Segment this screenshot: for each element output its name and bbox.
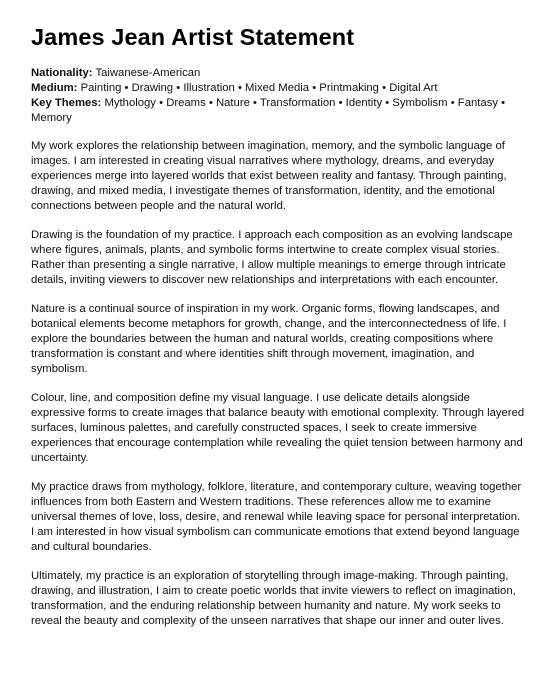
document-page bbox=[31, 22, 526, 629]
statement-paragraph: Drawing is the foundation of my practice. I approach each composition as an evolving landscape where figures, animals, plants, and symbolic forms intertwine to create complex visual stories. Rather than presenting a single narrative, I allow multiple meanings to emerge through intricate details, inviting viewers to discover new relationships and interpretations with each encounter. bbox=[31, 229, 513, 286]
meta-medium bbox=[31, 81, 526, 96]
meta-key: Key Themes: bbox=[31, 97, 102, 109]
meta-key: Nationality: bbox=[31, 67, 93, 79]
statement-paragraph: Colour, line, and composition define my visual language. I use delicate details alongside expressive forms to create images that balance beauty with emotional complexity. Through layered surfaces, luminous palettes, and carefully constructed spaces, I seek to create immersive experiences that encourage contemplation while revealing the quiet tension between harmony and uncertainty. bbox=[31, 392, 525, 464]
meta-value: Painting • Drawing • Illustration • Mixed Media • Printmaking • Digital Art bbox=[80, 82, 438, 94]
statement-paragraph: My work explores the relationship between imagination, memory, and the symbolic language of images. I am interested in creating visual narratives where mythology, dreams, and everyday experiences merge into layered worlds that exist between reality and fantasy. Through painting, drawing, and mixed media, I investigate themes of transformation, identity, and the emotional connections between people and the natural world. bbox=[31, 140, 507, 212]
artist-meta bbox=[31, 66, 526, 126]
meta-value: Mythology • Dreams • Nature • Transformation • Identity • Symbolism • Fantasy • Memory bbox=[31, 97, 506, 124]
meta-nationality bbox=[31, 66, 526, 81]
meta-value: Taiwanese-American bbox=[95, 67, 201, 79]
statement-paragraph: Ultimately, my practice is an exploration of storytelling through image-making. Through painting, drawing, and illustration, I aim to create poetic worlds that invite viewers to reflect on imagination, transformation, and the enduring relationship between humanity and nature. My work seeks to reveal the beauty and complexity of the unseen narratives that shape our inner and outer lives. bbox=[31, 570, 516, 627]
meta-key: Medium: bbox=[31, 82, 78, 94]
statement-paragraph: My practice draws from mythology, folklore, literature, and contemporary culture, weaving together influences from both Eastern and Western traditions. These references allow me to examine universal themes of love, loss, desire, and renewal while leaving space for personal interpretation. I am interested in how visual symbolism can communicate emotions that extend beyond language and cultural boundaries. bbox=[31, 481, 522, 553]
meta-key-themes bbox=[31, 96, 526, 126]
statement-paragraph: Nature is a continual source of inspiration in my work. Organic forms, flowing landscapes, and botanical elements become metaphors for growth, change, and the interconnectedness of life. I explore the boundaries between the human and natural worlds, creating compositions where transformation is constant and where identities shift through movement, imagination, and symbolism. bbox=[31, 303, 507, 375]
document-title: James Jean Artist Statement bbox=[31, 24, 355, 50]
